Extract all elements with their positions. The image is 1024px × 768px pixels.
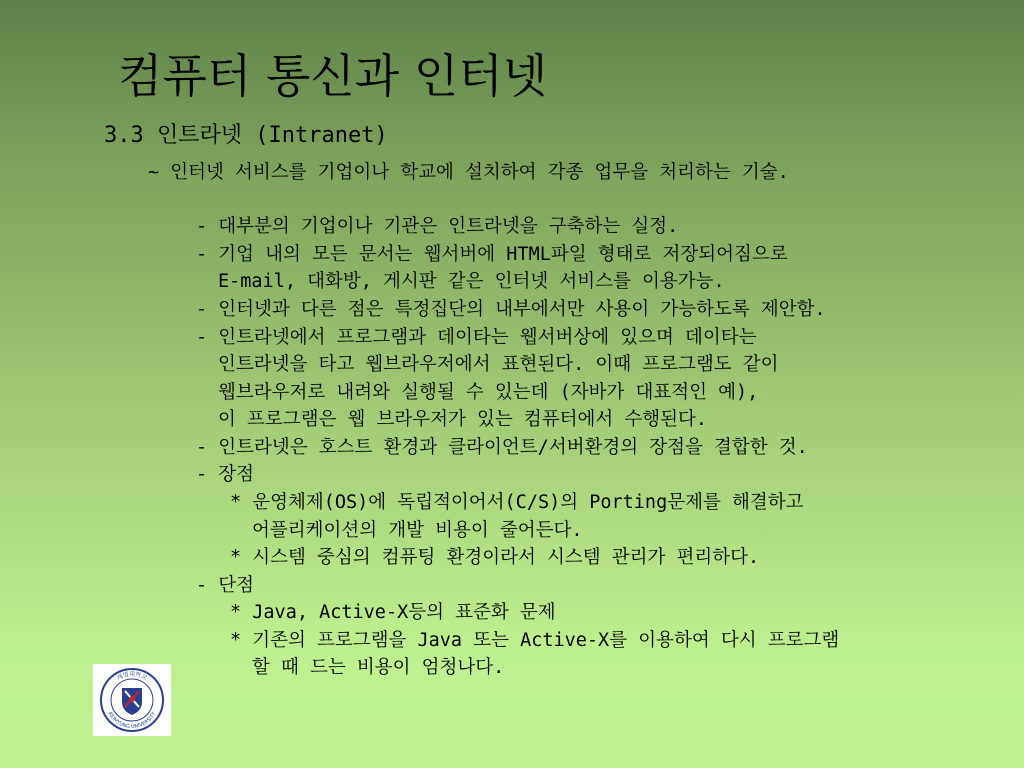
bullet-line: - 인터넷과 다른 점은 특정집단의 내부에서만 사용이 가능하도록 제안함. xyxy=(196,299,826,320)
bullet-line: - 대부분의 기업이나 기관은 인트라넷을 구축하는 실정. xyxy=(196,216,679,237)
continuation-line: 어플리케이션의 개발 비용이 줄어든다. xyxy=(252,520,583,541)
sub-bullet-line: * 운영체제(OS)에 독립적이어서(C/S)의 Porting문제를 해결하고 xyxy=(230,492,804,513)
bullet-line: - 장점 xyxy=(196,464,255,485)
logo-bottom-text: KEIMYUNG UNIVERSITY xyxy=(106,711,158,731)
slide-title: 컴퓨터 통신과 인터넷 xyxy=(118,49,548,103)
definition-line: ~ 인터넷 서비스를 기업이나 학교에 설치하여 각종 업무을 처리하는 기술. xyxy=(148,162,789,183)
continuation-line: 할 때 드는 비용이 엄청나다. xyxy=(252,657,505,678)
sub-bullet-line: * 시스템 중심의 컴퓨팅 환경이라서 시스템 관리가 편리하다. xyxy=(230,547,760,568)
bullet-line: - 인트라넷은 호스트 환경과 클라이언트/서버환경의 장점을 결합한 것. xyxy=(196,437,808,458)
sub-bullet-line: * Java, Active-X등의 표준화 문제 xyxy=(230,602,556,623)
continuation-line: 인트라넷을 타고 웹브라우저에서 표현된다. 이때 프로그램도 같이 xyxy=(218,354,779,375)
bullet-line: - 단점 xyxy=(196,575,255,596)
section-heading: 3.3 인트라넷 (Intranet) xyxy=(104,123,388,148)
logo-top-text: 계명대학교 xyxy=(115,671,149,682)
continuation-line: E-mail, 대화방, 게시판 같은 인터넷 서비스를 이용가능. xyxy=(218,271,725,292)
continuation-line: 이 프로그램은 웹 브라우저가 있는 컴퓨터에서 수행된다. xyxy=(218,409,708,430)
sub-bullet-line: * 기존의 프로그램을 Java 또는 Active-X를 이용하여 다시 프로그램 xyxy=(230,630,840,651)
continuation-line: 웹브라우저로 내려와 실행될 수 있는데 (자바가 대표적인 예), xyxy=(218,382,759,403)
university-seal-logo xyxy=(93,664,171,736)
bullet-line: - 기업 내의 모든 문서는 웹서버에 HTML파일 형태로 저장되어짐으로 xyxy=(196,244,788,265)
bullet-line: - 인트라넷에서 프로그램과 데이타는 웹서버상에 있으며 데이타는 xyxy=(196,327,757,348)
